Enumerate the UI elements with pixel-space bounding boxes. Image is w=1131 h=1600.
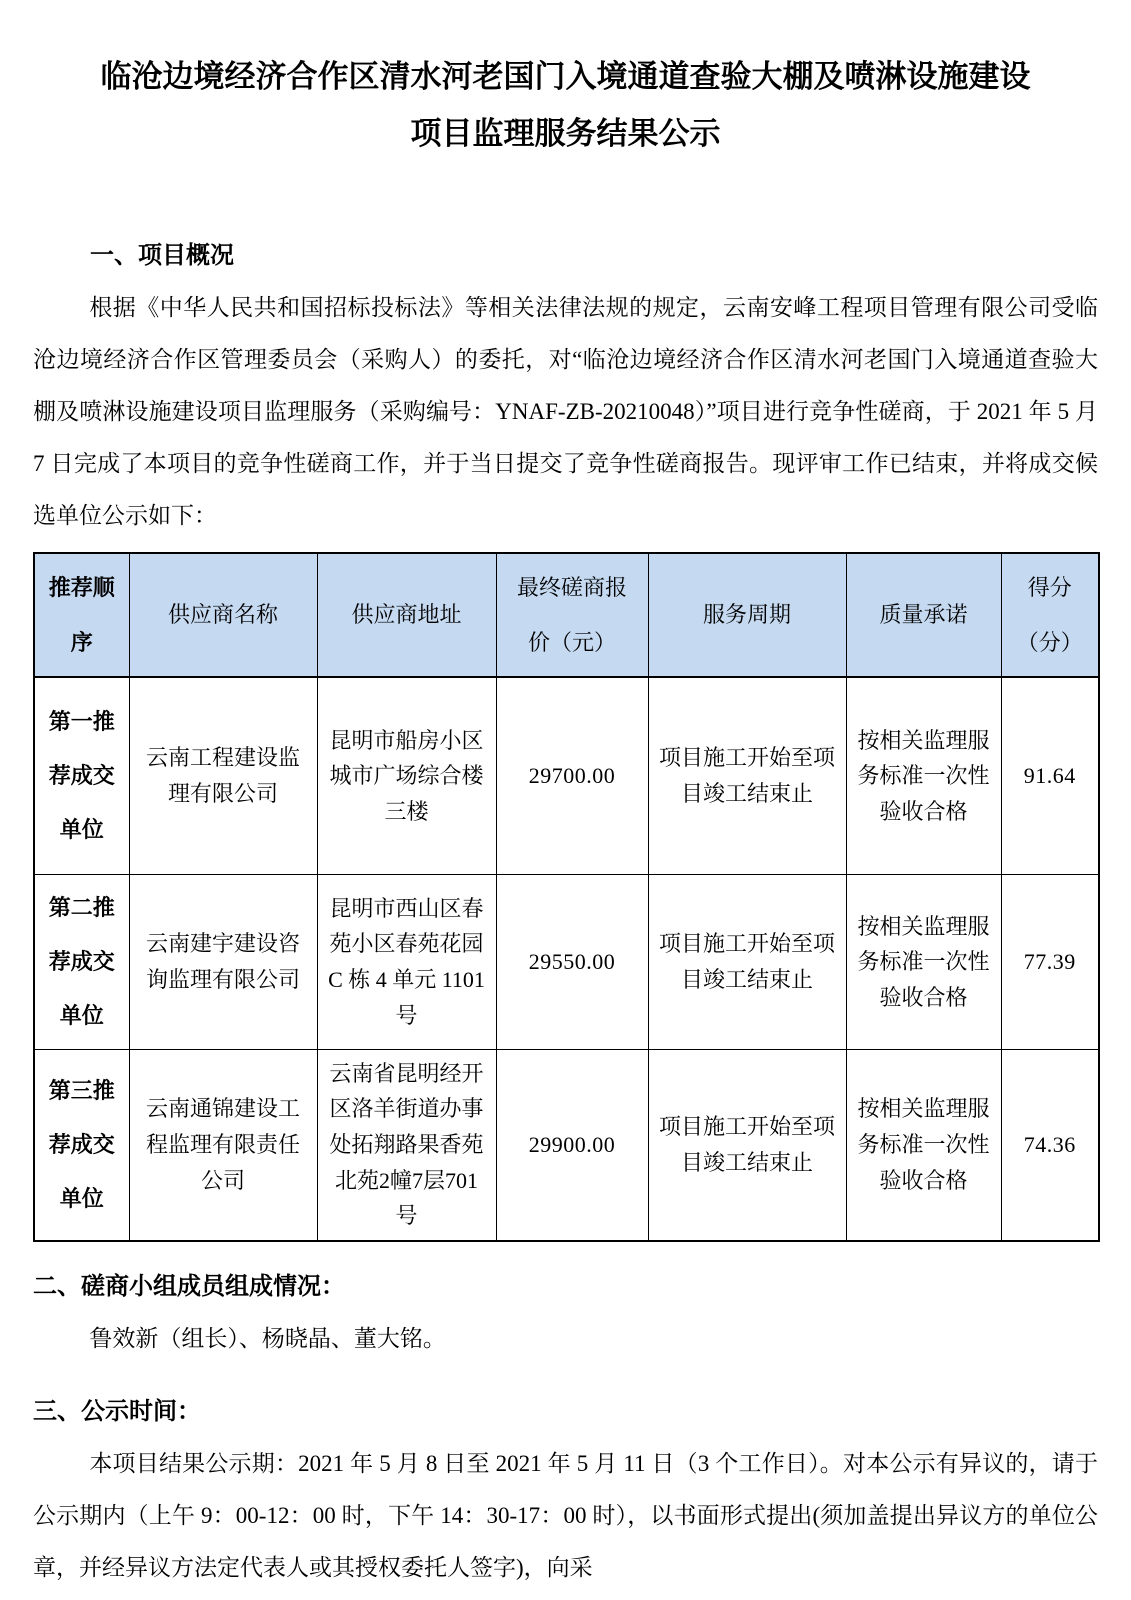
col-header-address: 供应商地址 [317, 553, 496, 677]
cell-score: 74.36 [1001, 1049, 1099, 1241]
cell-rank: 第三推荐成交单位 [34, 1049, 129, 1241]
cell-score: 91.64 [1001, 677, 1099, 875]
result-table-header [34, 553, 1099, 677]
result-table [33, 552, 1100, 1242]
cell-address: 云南省昆明经开区洛羊街道办事处拓翔路果香苑北苑2幢7层701号 [317, 1049, 496, 1241]
cell-price: 29900.00 [496, 1049, 648, 1241]
col-header-price: 最终磋商报价（元） [496, 553, 648, 677]
section2-members: 鲁效新（组长）、杨晓晶、董大铭。 [89, 1325, 446, 1351]
cell-address: 昆明市西山区春苑小区春苑花园 C 栋 4 单元 1101 号 [317, 875, 496, 1050]
section1-heading: 一、项目概况 [90, 241, 234, 269]
cell-supplier: 云南通锦建设工程监理有限责任公司 [129, 1049, 317, 1241]
section1-paragraph: 根据《中华人民共和国招标投标法》等相关法律法规的规定，云南安峰工程项目管理有限公司受临沧边境经济合作区管理委员会（采购人）的委托，对“临沧边境经济合作区清水河老国门入境通道查验大棚及喷淋设施建设项目监理服务（采购编号：YNAF-ZB-20210048）”项目进行竞争性磋商，于 2021 年 5 月 7 日完成了本项目的竞争性磋商工作，并于当日提交了竞争性磋商报告。现评审工作已结束，并将成交候选单位公示如下： [33, 294, 1098, 528]
cell-quality: 按相关监理服务标准一次性验收合格 [846, 1049, 1001, 1241]
document-title-line2: 项目监理服务结果公示 [410, 116, 721, 152]
cell-period: 项目施工开始至项目竣工结束止 [648, 875, 846, 1050]
col-header-supplier: 供应商名称 [129, 553, 317, 677]
cell-address: 昆明市船房小区城市广场综合楼三楼 [317, 677, 496, 875]
col-header-period: 服务周期 [648, 553, 846, 677]
document-title [33, 48, 1098, 163]
cell-period: 项目施工开始至项目竣工结束止 [648, 677, 846, 875]
section3-heading: 三、公示时间： [33, 1397, 201, 1425]
cell-rank: 第一推荐成交单位 [34, 677, 129, 875]
document-title-line1: 临沧边境经济合作区清水河老国门入境通道查验大棚及喷淋设施建设 [100, 59, 1031, 94]
col-header-quality: 质量承诺 [846, 553, 1001, 677]
section2-heading: 二、磋商小组成员组成情况： [33, 1272, 345, 1300]
cell-price: 29550.00 [496, 875, 648, 1050]
cell-supplier: 云南建宇建设咨询监理有限公司 [129, 875, 317, 1050]
cell-rank: 第二推荐成交单位 [34, 875, 129, 1050]
table-header-row [34, 553, 1099, 677]
cell-period: 项目施工开始至项目竣工结束止 [648, 1049, 846, 1241]
cell-supplier: 云南工程建设监理有限公司 [129, 677, 317, 875]
cell-quality: 按相关监理服务标准一次性验收合格 [846, 875, 1001, 1050]
cell-price: 29700.00 [496, 677, 648, 875]
cell-score: 77.39 [1001, 875, 1099, 1050]
cell-quality: 按相关监理服务标准一次性验收合格 [846, 677, 1001, 875]
table-row [34, 875, 1099, 1050]
table-row [34, 677, 1099, 875]
table-row [34, 1049, 1099, 1241]
col-header-score: 得分（分） [1001, 553, 1099, 677]
section3-paragraph: 本项目结果公示期：2021 年 5 月 8 日至 2021 年 5 月 11 日（3 个工作日）。对本公示有异议的，请于公示期内（上午 9：00-12：00 时，下午 14：30-17：00 时），以书面形式提出(须加盖提出异议方的单位公章，并经异议方法定代表人或其授权委托人签字)，向采 [33, 1450, 1098, 1580]
col-header-rank: 推荐顺序 [34, 553, 129, 677]
